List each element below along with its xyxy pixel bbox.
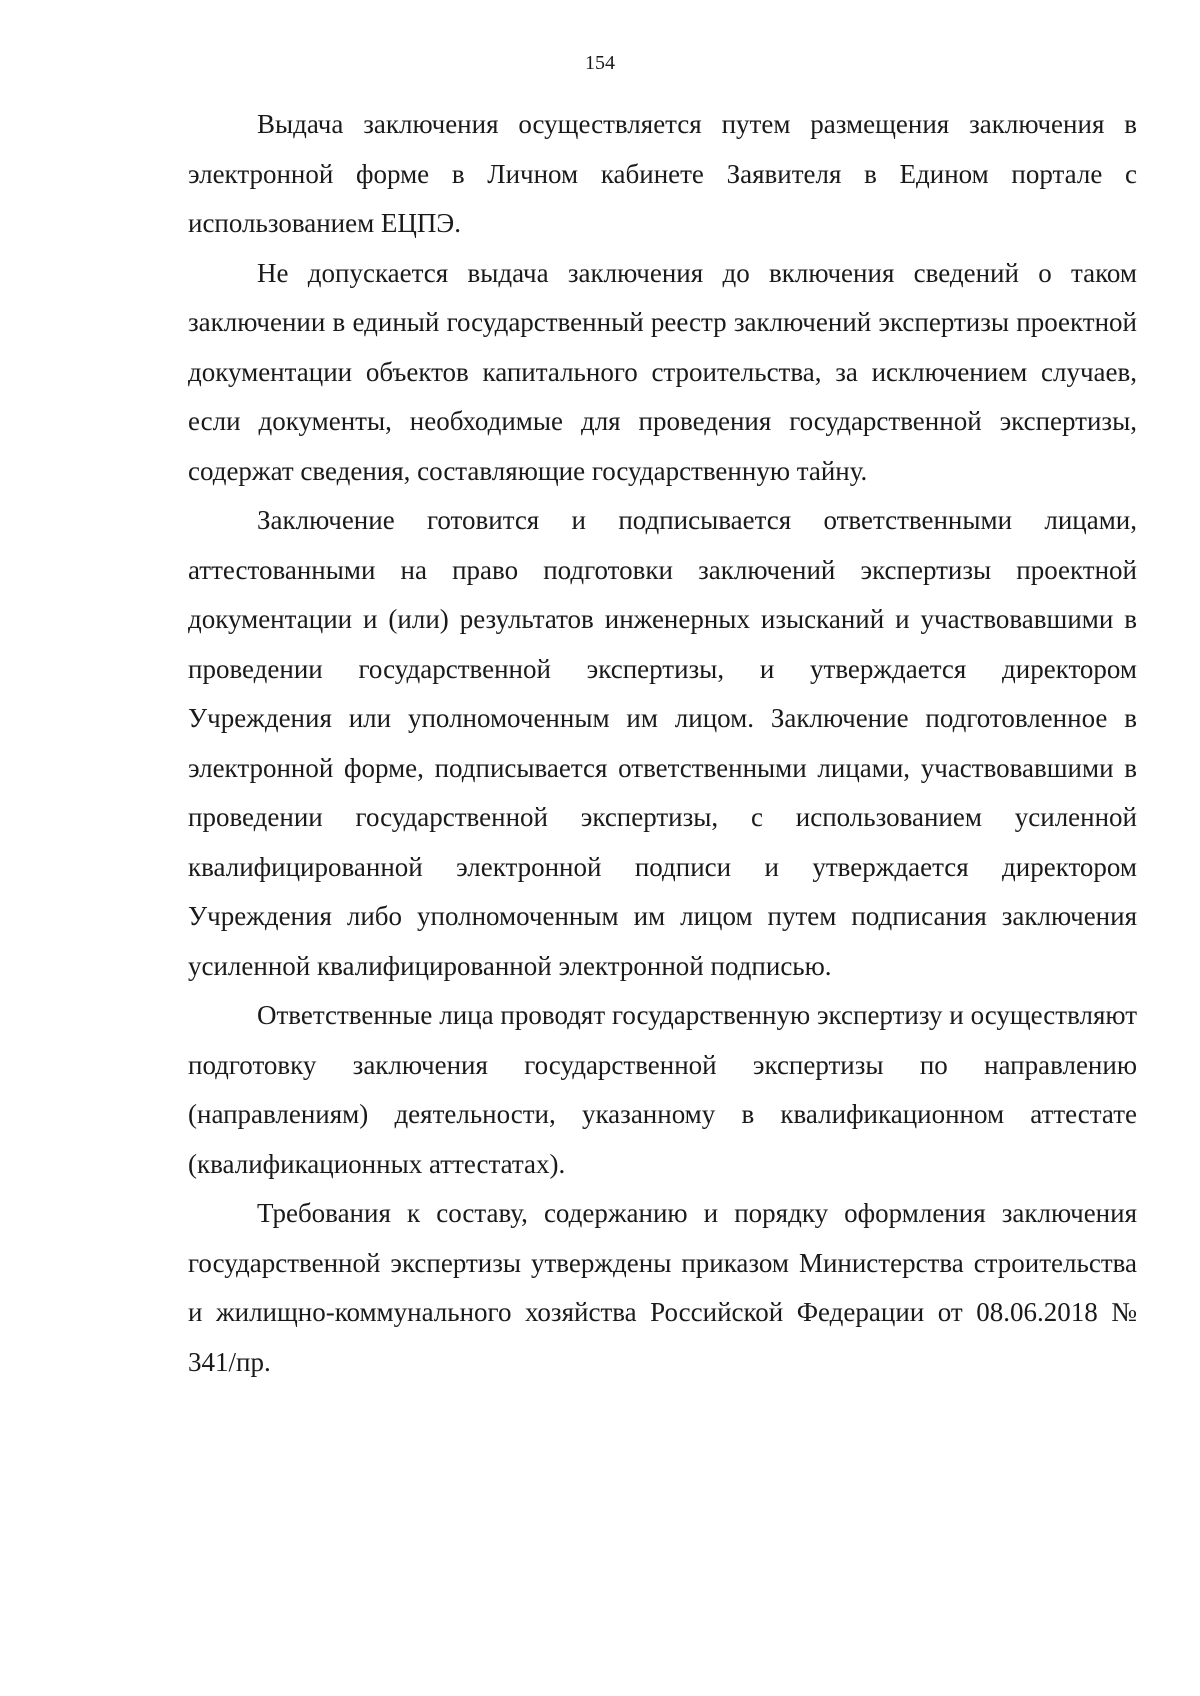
paragraph-requirements: Требования к составу, содержанию и порядку оформления заключения государственной экспертизы утверждены приказом Министерства строительства и жилищно-коммунального хозяйства Российской Федерации от 08.06.2018 № 341/пр.	[188, 1198, 1137, 1377]
document-body	[188, 100, 1137, 1387]
paragraph-issuance: Выдача заключения осуществляется путем размещения заключения в электронной форме в Личном кабинете Заявителя в Едином портале с использованием ЕЦПЭ.	[188, 109, 1137, 238]
paragraph-registry-restriction: Не допускается выдача заключения до включения сведений о таком заключении в единый государственный реестр заключений экспертизы проектной документации объектов капитального строительства, за исключением случаев, если документы, необходимые для проведения государственной экспертизы, содержат сведения, составляющие государственную тайну.	[188, 257, 1137, 486]
page-number: 154	[585, 52, 615, 74]
paragraph-signing: Заключение готовится и подписывается ответственными лицами, аттестованными на право подготовки заключений экспертизы проектной документации и (или) результатов инженерных изысканий и участвовавшими в проведении государственной экспертизы, и утверждается директором Учреждения или уполномоченным им лицом. Заключение подготовленное в электронной форме, подписывается ответственными лицами, участвовавшими в проведении государственной экспертизы, с использованием усиленной квалифицированной электронной подписи и утверждается директором Учреждения либо уполномоченным им лицом путем подписания заключения усиленной квалифицированной электронной подписью.	[188, 505, 1137, 981]
paragraph-responsible-persons: Ответственные лица проводят государственную экспертизу и осуществляют подготовку заключения государственной экспертизы по направлению (направлениям) деятельности, указанному в квалификационном аттестате (квалификационных аттестатах).	[188, 1000, 1137, 1179]
